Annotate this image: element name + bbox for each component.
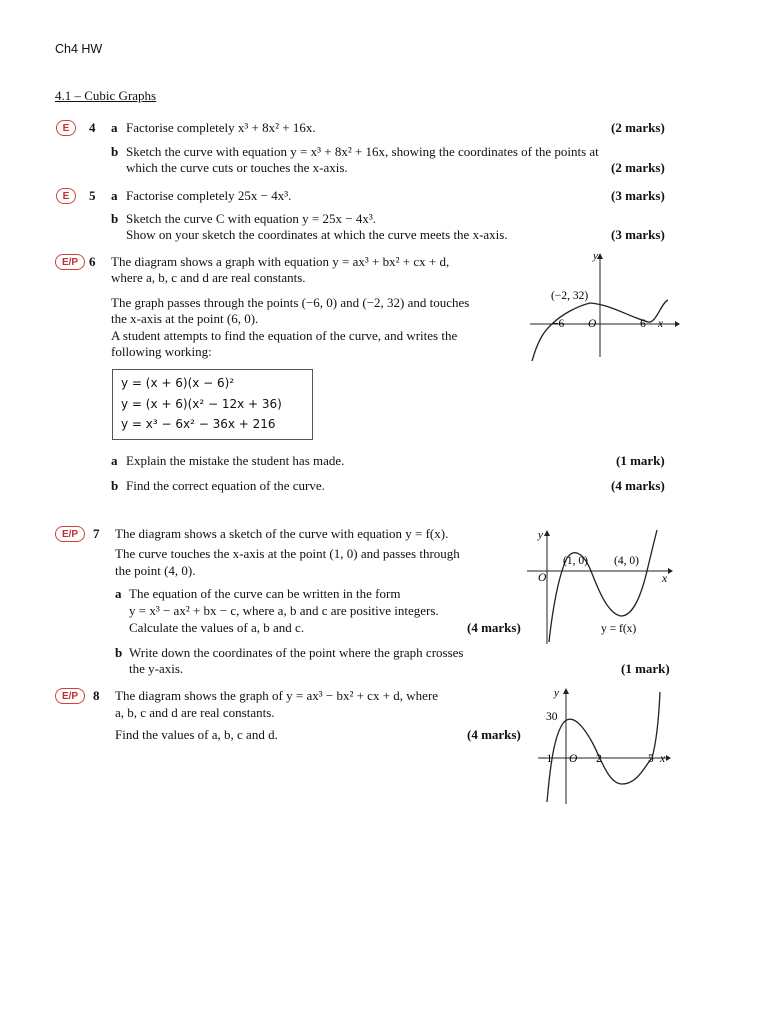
part-letter: b xyxy=(111,144,119,159)
question-text: following working: xyxy=(111,344,212,359)
marks-label: (4 marks) xyxy=(467,727,521,742)
tick-label: −1 xyxy=(540,753,553,765)
question-number: 4 xyxy=(89,120,96,135)
marks-label: (4 marks) xyxy=(467,620,521,635)
tick-label: −6 xyxy=(552,318,565,330)
q6-graph xyxy=(520,245,680,365)
question-text: The diagram shows a graph with equation y = ax³ + bx² + cx + d, xyxy=(111,254,450,269)
part-letter: b xyxy=(111,211,119,226)
marks-label: (1 mark) xyxy=(621,661,670,676)
question-text: Calculate the values of a, b and c. xyxy=(129,620,305,635)
marks-label: (2 marks) xyxy=(611,120,665,135)
working-line: y = (x + 6)(x − 6)² xyxy=(121,376,235,390)
marks-label: (4 marks) xyxy=(611,478,665,493)
y-label: y xyxy=(593,250,598,262)
q7-graph xyxy=(525,524,675,649)
page-title: Ch4 HW xyxy=(55,42,103,56)
question-number: 5 xyxy=(89,188,96,203)
student-working-box xyxy=(112,369,313,440)
question-text: The graph passes through the points (−6, 0) and (−2, 32) and touches xyxy=(111,295,470,310)
curve-label: y = f(x) xyxy=(601,623,637,635)
question-text: The diagram shows a sketch of the curve with equation y = f(x). xyxy=(115,526,449,541)
q8-graph xyxy=(536,684,676,809)
y-axis-arrow xyxy=(544,530,550,536)
x-axis-arrow xyxy=(666,755,671,761)
question-text: The curve touches the x-axis at the point (1, 0) and passes through xyxy=(115,546,460,561)
marks-label: (2 marks) xyxy=(611,160,665,175)
cubic-curve xyxy=(547,692,660,802)
question-number: 8 xyxy=(93,688,100,703)
part-letter: a xyxy=(111,453,118,468)
y-axis-arrow xyxy=(563,688,569,694)
part-letter: a xyxy=(111,120,118,135)
point-label: (−2, 32) xyxy=(551,290,589,302)
exam-problem-badge: E/P xyxy=(55,254,85,270)
exam-problem-badge: E/P xyxy=(55,688,85,704)
x-label: x xyxy=(660,753,666,765)
question-number: 7 xyxy=(93,526,100,541)
x-label: x xyxy=(662,573,668,585)
question-text: the y-axis. xyxy=(129,661,184,676)
question-text: where a, b, c and d are real constants. xyxy=(111,270,306,285)
exam-problem-badge: E/P xyxy=(55,526,85,542)
y-axis-arrow xyxy=(597,253,603,259)
x-label: x xyxy=(658,318,664,330)
question-text: the point (4, 0). xyxy=(115,563,196,578)
question-text: Find the correct equation of the curve. xyxy=(126,478,325,493)
origin-label: O xyxy=(588,318,597,330)
question-text: Explain the mistake the student has made. xyxy=(126,453,345,468)
point-label: (1, 0) xyxy=(563,555,588,567)
part-letter: b xyxy=(111,478,119,493)
exam-badge: E xyxy=(56,188,76,204)
working-line: y = x³ − 6x² − 36x + 216 xyxy=(121,417,276,431)
question-text: a, b, c and d are real constants. xyxy=(115,705,275,720)
x-axis-arrow xyxy=(668,568,673,574)
origin-label: O xyxy=(569,753,578,765)
section-heading: 4.1 – Cubic Graphs xyxy=(55,88,157,103)
question-text: y = x³ − ax² + bx − c, where a, b and c are positive integers. xyxy=(129,603,439,618)
question-text: which the curve cuts or touches the x-axis. xyxy=(126,160,348,175)
part-letter: b xyxy=(115,645,123,660)
question-number: 6 xyxy=(89,254,96,269)
question-text: Find the values of a, b, c and d. xyxy=(115,727,278,742)
origin-label: O xyxy=(538,572,547,584)
point-label: (4, 0) xyxy=(614,555,639,567)
question-text: The diagram shows the graph of y = ax³ − bx² + cx + d, where xyxy=(115,688,439,703)
x-axis-arrow xyxy=(675,321,680,327)
question-text: Sketch the curve with equation y = x³ + 8x² + 16x, showing the coordinates of the points at xyxy=(126,144,599,159)
tick-label: 2 xyxy=(596,753,602,765)
question-text: Show on your sketch the coordinates at which the curve meets the x-axis. xyxy=(126,227,508,242)
question-text: Factorise completely 25x − 4x³. xyxy=(126,188,292,203)
question-text: A student attempts to find the equation of the curve, and writes the xyxy=(111,328,458,343)
y-label: y xyxy=(554,687,559,699)
question-text: The equation of the curve can be written in the form xyxy=(129,586,401,601)
marks-label: (3 marks) xyxy=(611,188,665,203)
question-text: Factorise completely x³ + 8x² + 16x. xyxy=(126,120,316,135)
tick-label: 30 xyxy=(546,711,558,723)
working-line: y = (x + 6)(x² − 12x + 36) xyxy=(121,396,282,411)
part-letter: a xyxy=(111,188,118,203)
tick-label: 5 xyxy=(648,753,654,765)
marks-label: (3 marks) xyxy=(611,227,665,242)
part-letter: a xyxy=(115,586,122,601)
question-text: Write down the coordinates of the point where the graph crosses xyxy=(129,645,464,660)
exam-badge: E xyxy=(56,120,76,136)
question-text: the x-axis at the point (6, 0). xyxy=(111,311,259,326)
tick-label: 6 xyxy=(640,318,646,330)
y-label: y xyxy=(538,529,543,541)
question-text: Sketch the curve C with equation y = 25x − 4x³. xyxy=(126,211,376,226)
marks-label: (1 mark) xyxy=(616,453,665,468)
